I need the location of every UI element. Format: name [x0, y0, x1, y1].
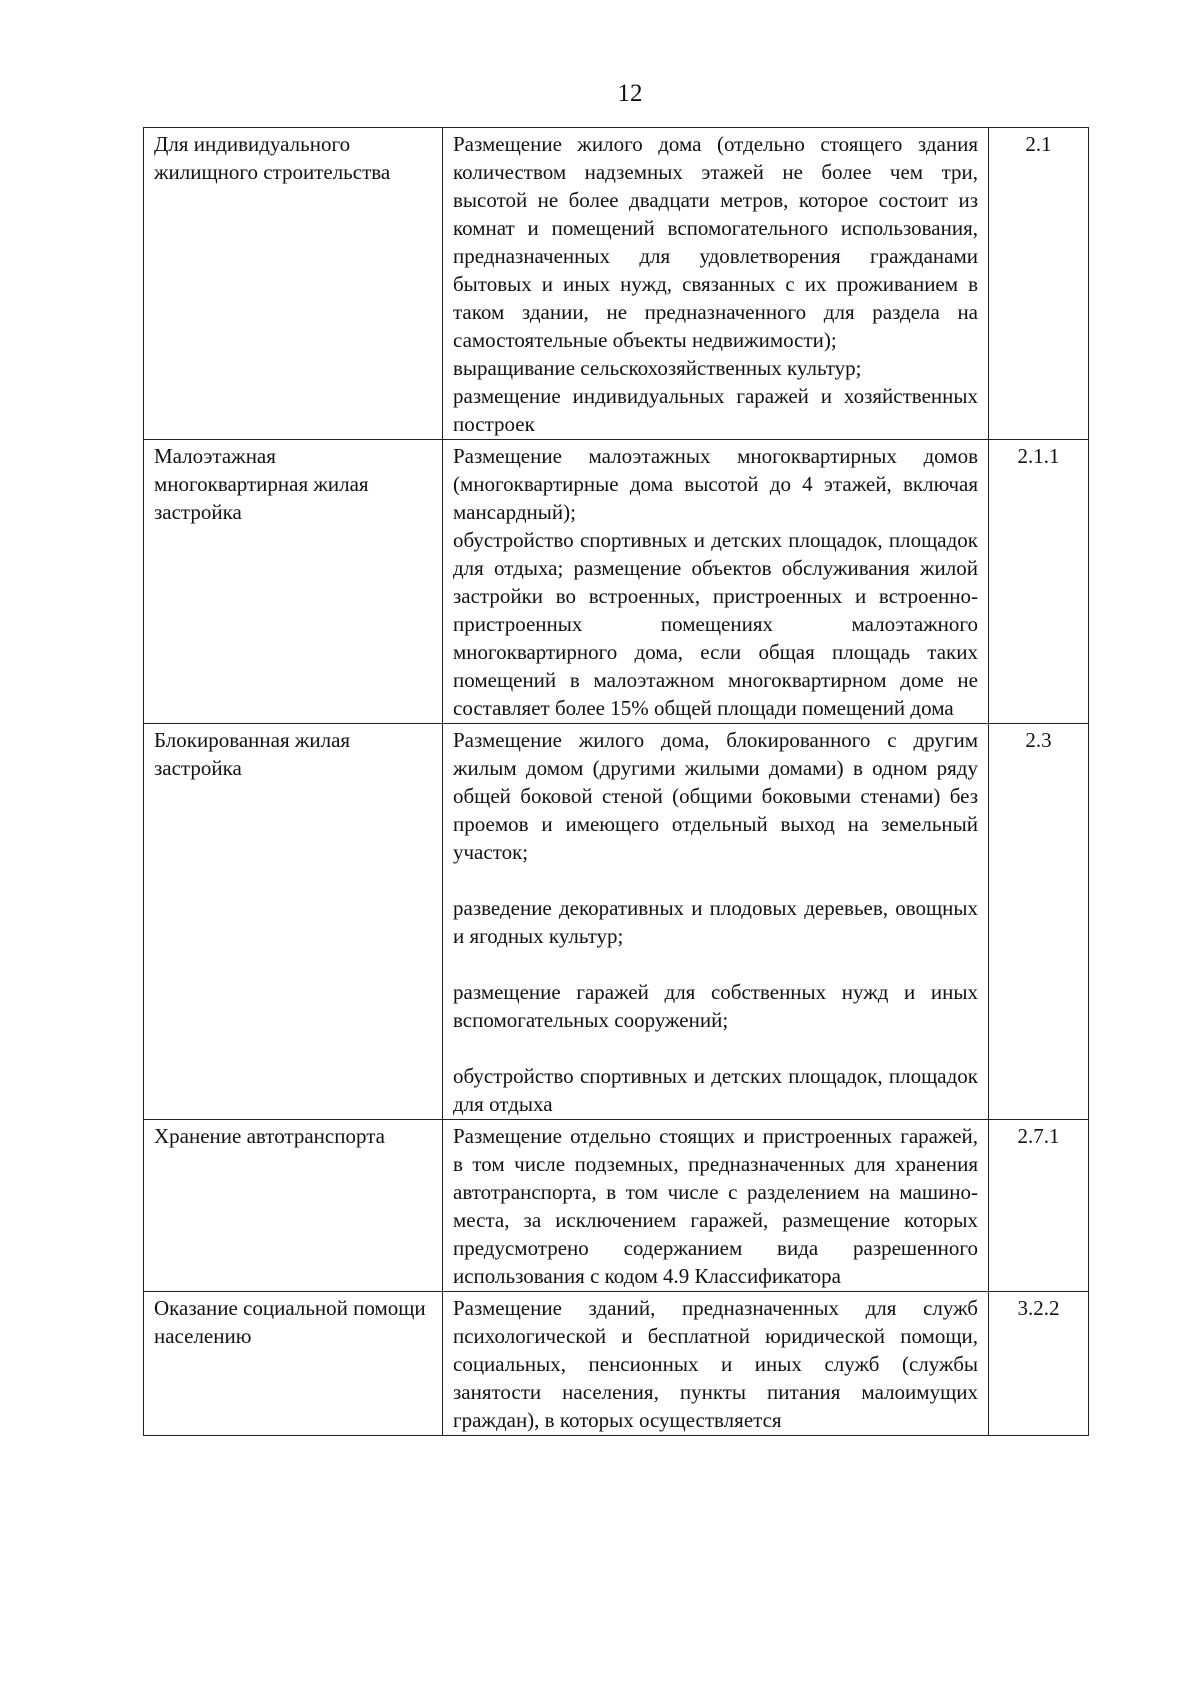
table-row — [144, 1120, 1089, 1292]
use-type-name: Оказание социальной помощи населению — [144, 1292, 443, 1436]
description-paragraph: обустройство спортивных и детских площадок, площадок для отдыха; размещение объектов обслуживания жилой застройки во встроенных, пристроенных и встроенно-пристроенных помещениях малоэтажного многоквартирного дома, если общая площадь таких помещений в малоэтажном многоквартирном доме не составляет более 15% общей площади помещений дома — [453, 528, 978, 720]
use-type-name: Для индивидуального жилищного строительства — [144, 128, 443, 440]
page-number: 12 — [617, 80, 643, 107]
use-type-code: 2.7.1 — [989, 1120, 1089, 1292]
use-type-description — [443, 724, 989, 1120]
description-paragraph: обустройство спортивных и детских площадок, площадок для отдыха — [453, 1064, 978, 1116]
land-use-table — [143, 127, 1089, 1436]
paragraph-spacer — [453, 950, 978, 978]
table-row — [144, 724, 1089, 1120]
description-paragraph: размещение гаражей для собственных нужд и иных вспомогательных сооружений; — [453, 980, 978, 1032]
use-type-name: Малоэтажная многоквартирная жилая застройка — [144, 440, 443, 724]
use-type-name: Хранение автотранспорта — [144, 1120, 443, 1292]
table-row — [144, 1292, 1089, 1436]
use-type-code: 2.1.1 — [989, 440, 1089, 724]
use-type-description — [443, 128, 989, 440]
description-paragraph: разведение декоративных и плодовых деревьев, овощных и ягодных культур; — [453, 896, 978, 948]
use-type-code: 2.1 — [989, 128, 1089, 440]
use-type-description — [443, 1120, 989, 1292]
description-paragraph: Размещение жилого дома, блокированного с другим жилым домом (другими жилыми домами) в одном ряду общей боковой стеной (общими боковыми стенами) без проемов и имеющего отдельный выход на земельный участок; — [453, 728, 978, 864]
table-row — [144, 128, 1089, 440]
description-paragraph: выращивание сельскохозяйственных культур; — [453, 356, 862, 380]
use-type-description — [443, 440, 989, 724]
description-paragraph: Размещение зданий, предназначенных для служб психологической и бесплатной юридической помощи, социальных, пенсионных и иных служб (службы занятости населения, пункты питания малоимущих граждан), в которых осуществляется — [453, 1296, 978, 1432]
use-type-name: Блокированная жилая застройка — [144, 724, 443, 1120]
use-type-code: 3.2.2 — [989, 1292, 1089, 1436]
description-paragraph: Размещение жилого дома (отдельно стоящего здания количеством надземных этажей не более чем три, высотой не более двадцати метров, которое состоит из комнат и помещений вспомогательного использования, предназначенных для удовлетворения гражданами бытовых и иных нужд, связанных с их проживанием в таком здании, не предназначенного для раздела на самостоятельные объекты недвижимости); — [453, 132, 978, 352]
paragraph-spacer — [453, 866, 978, 894]
use-type-code: 2.3 — [989, 724, 1089, 1120]
description-paragraph: Размещение отдельно стоящих и пристроенных гаражей, в том числе подземных, предназначенных для хранения автотранспорта, в том числе с разделением на машино-места, за исключением гаражей, размещение которых предусмотрено содержанием вида разрешенного использования с кодом 4.9 Классификатора — [453, 1124, 978, 1288]
use-type-description — [443, 1292, 989, 1436]
table-row — [144, 440, 1089, 724]
paragraph-spacer — [453, 1034, 978, 1062]
description-paragraph: размещение индивидуальных гаражей и хозяйственных построек — [453, 384, 978, 436]
description-paragraph: Размещение малоэтажных многоквартирных домов (многоквартирные дома высотой до 4 этажей, включая мансардный); — [453, 444, 978, 524]
